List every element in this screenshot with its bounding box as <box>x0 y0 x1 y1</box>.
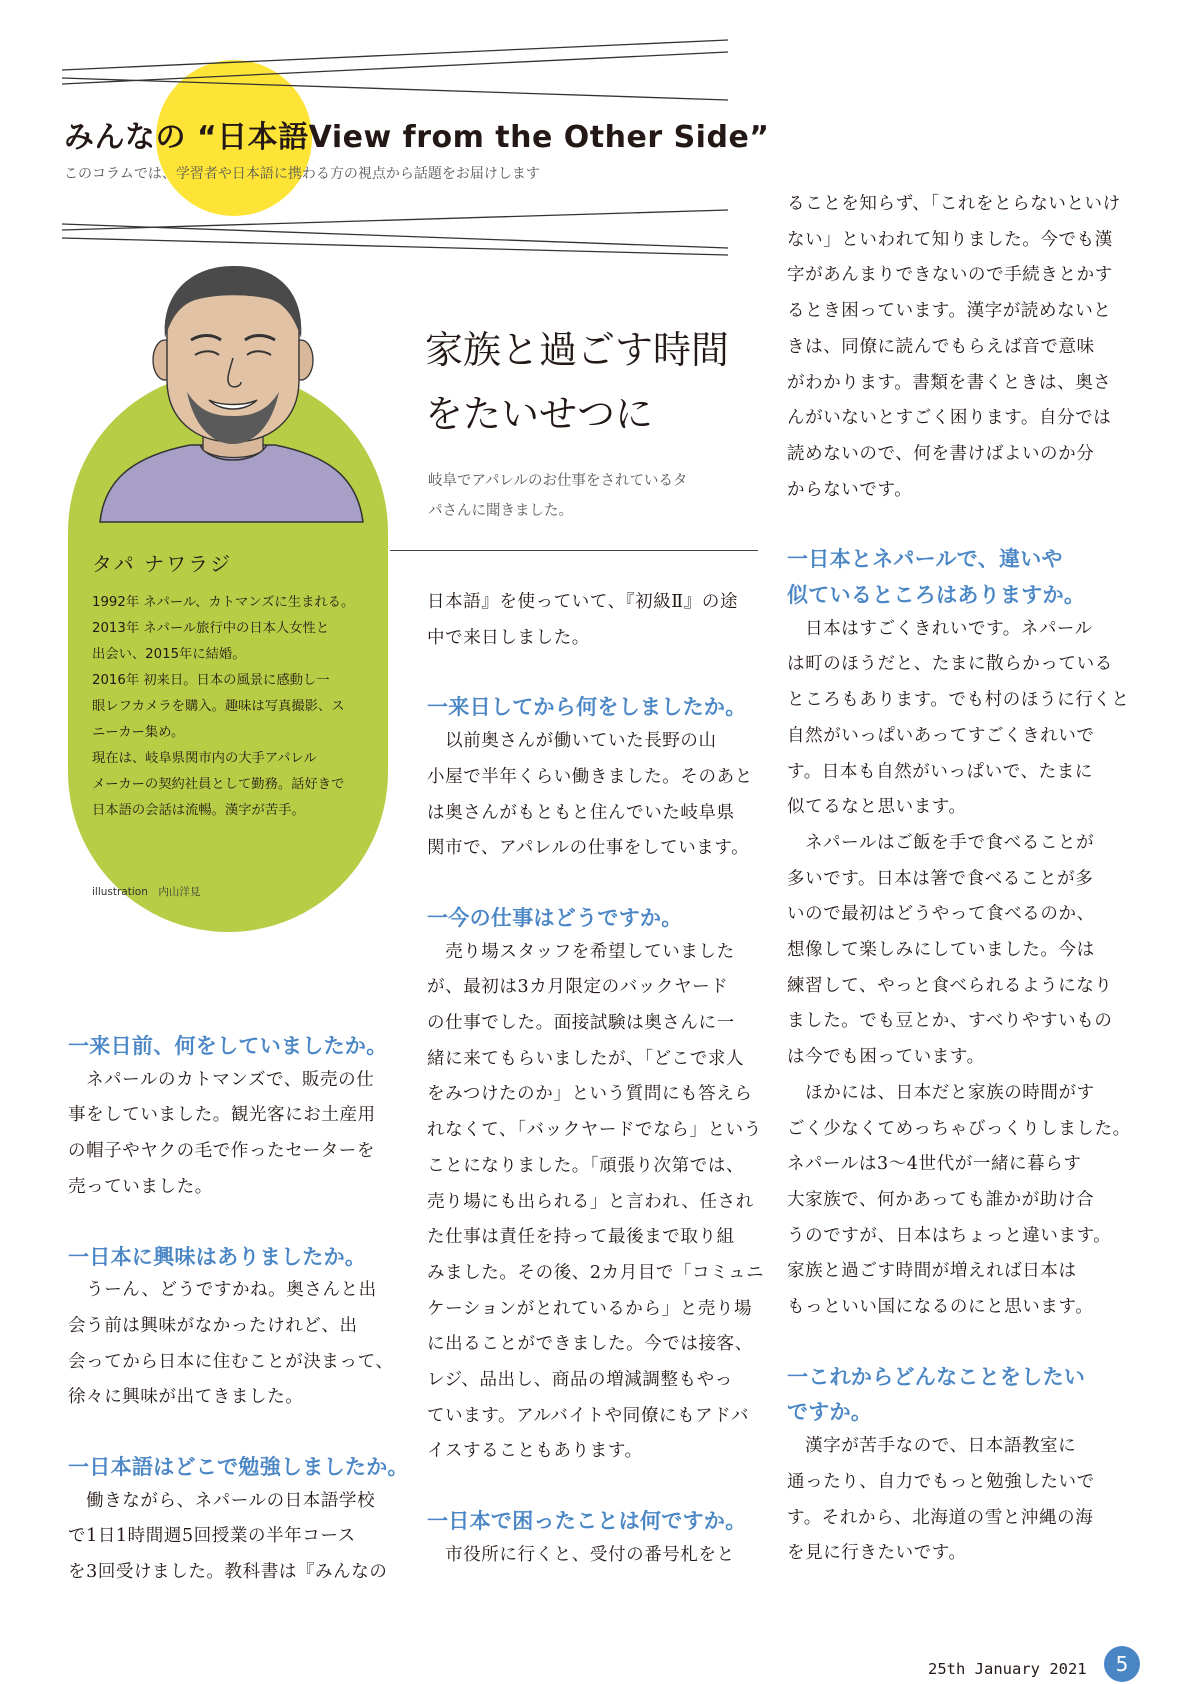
body-text-line: 読めないので、何を書けばよいのか分 <box>787 443 1095 464</box>
bio-line: 1992年 ネパール、カトマンズに生まれる。 <box>92 595 355 610</box>
body-text-line: 中で来日しました。 <box>427 627 590 648</box>
body-text-line: ほかには、日本だと家族の時間がす <box>787 1082 1095 1103</box>
article-headline <box>425 318 765 446</box>
body-text-line: は今でも困っています。 <box>787 1047 985 1068</box>
body-text-line: は奥さんがもともと住んでいた岐阜県 <box>427 802 735 823</box>
body-text-line: 以前奥さんが働いていた長野の山 <box>427 731 717 752</box>
question-heading: 一来日前、何をしていましたか。 <box>68 1034 388 1058</box>
question-heading: 似ているところはありますか。 <box>787 583 1086 607</box>
question-heading: 一これからどんなことをしたい <box>787 1364 1086 1389</box>
body-text-line: れなくて、「バックヤードでなら」という <box>427 1120 762 1141</box>
body-text-line: 家族と過ごす時間が増えれば日本は <box>787 1261 1077 1282</box>
body-text-line: 多いです。日本は箸で食べることが多 <box>787 868 1094 889</box>
headline-line: 家族と過ごす時間 <box>425 328 730 372</box>
body-text-line: 売り場スタッフを希望していました <box>427 941 735 962</box>
body-text-line: んがいないとすごく困ります。自分では <box>787 408 1112 429</box>
body-text-line: るとき困っています。漢字が読めないと <box>787 301 1112 322</box>
body-text-line: ない」といわれて知りました。今でも漢 <box>787 229 1113 250</box>
body-text-line: は町のほうだと、たまに散らかっている <box>787 654 1113 675</box>
question-heading: ですか。 <box>787 1400 873 1425</box>
body-text-line: ネパールはご飯を手で食べることが <box>787 832 1095 853</box>
column-title: みんなの “日本語View from the Other Side” <box>64 120 770 155</box>
body-text-line: ごく少なくてめっちゃびっくりしました。 <box>787 1118 1131 1139</box>
bio-line: 現在は、岐阜県関市内の大手アパレル <box>92 751 317 766</box>
column-subtitle: このコラムでは、学習者や日本語に携わる方の視点から話題をお届けします <box>64 166 540 182</box>
body-text-line: 似てるなと思います。 <box>787 797 967 818</box>
body-text-line: 売っていました。 <box>68 1176 213 1197</box>
body-text-line: からないです。 <box>787 479 913 500</box>
body-text-line: を3回受けました。教科書は『みんなの <box>68 1562 388 1583</box>
body-text-line: 字があんまりできないので手続きとかす <box>787 265 1113 286</box>
headline-divider <box>390 550 758 551</box>
lead-line: パさんに聞きました。 <box>428 503 573 519</box>
body-text-line: を見に行きたいです。 <box>787 1543 967 1564</box>
illustration-credit: illustration 内山洋見 <box>92 886 201 898</box>
body-text-line: ネパールは3～4世代が一緒に暮らす <box>787 1154 1082 1175</box>
question-heading: 一日本とネパールで、違いや <box>787 547 1063 572</box>
body-text-line: の帽子やヤクの毛で作ったセーターを <box>68 1141 375 1162</box>
body-text-line: 自然がいっぱいあってすごくきれいで <box>787 725 1095 746</box>
body-text-line: ています。アルバイトや同僚にもアドバ <box>427 1405 750 1426</box>
body-text-line: がわかります。書類を書くときは、奥さ <box>787 372 1112 393</box>
profile-bio <box>92 590 382 824</box>
question-heading: 一日本で困ったことは何ですか。 <box>427 1509 747 1534</box>
bio-line: 2016年 初来日。日本の風景に感動し一 <box>92 673 330 688</box>
bio-line: 日本語の会話は流暢。漢字が苦手。 <box>92 803 305 818</box>
body-text-line: をみつけたのか」という質問にも答えら <box>427 1084 753 1105</box>
body-text-line: いので最初はどうやって食べるのか、 <box>787 904 1095 925</box>
body-text-line: 市役所に行くと、受付の番号札をと <box>427 1544 735 1565</box>
body-text-line: うーん、どうですかね。奥さんと出 <box>68 1280 377 1301</box>
body-text-line: イスすることもあります。 <box>427 1441 643 1462</box>
body-text-line: 売り場にも出られる」と言われ、任され <box>427 1191 754 1212</box>
portrait-illustration <box>95 260 370 530</box>
body-text-line: 事をしていました。観光客にお土産用 <box>68 1105 376 1126</box>
body-text-line: ケーションがとれているから」と売り場 <box>427 1298 753 1319</box>
headline-line: をたいせつに <box>425 392 654 436</box>
body-text-line: た仕事は責任を持って最後まで取り組 <box>427 1227 735 1248</box>
body-text-line: ことになりました。「頑張り次第では、 <box>427 1155 745 1176</box>
bio-line: 出会い、2015年に結婚。 <box>92 647 246 662</box>
body-text-line: 会う前は興味がなかったけれど、出 <box>68 1315 358 1336</box>
question-heading: 一今の仕事はどうですか。 <box>427 905 683 930</box>
body-text-line: 通ったり、自力でもっと勉強したいで <box>787 1471 1095 1492</box>
question-heading: 一日本語はどこで勉強しましたか。 <box>68 1455 409 1479</box>
body-text-line: みました。その後、2カ月目で「コミュニ <box>427 1262 765 1283</box>
bio-line: 眼レフカメラを購入。趣味は写真撮影、ス <box>92 699 345 714</box>
body-text-line: 漢字が苦手なので、日本語教室に <box>787 1436 1077 1457</box>
body-text-line: 緒に来てもらいましたが、「どこで求人 <box>427 1048 745 1069</box>
body-text-line: に出ることができました。今では接客、 <box>427 1334 753 1355</box>
body-text-line: 働きながら、ネパールの日本語学校 <box>68 1490 376 1511</box>
profile-name: タパ ナワラジ <box>92 552 233 576</box>
lead-line: 岐阜でアパレルのお仕事をされているタ <box>428 473 688 489</box>
question-heading: 一来日してから何をしましたか。 <box>427 695 747 720</box>
bio-line: メーカーの契約社員として勤務。話好きで <box>92 777 345 792</box>
body-text-line: す。それから、北海道の雪と沖縄の海 <box>787 1507 1094 1528</box>
body-text-line: 想像して楽しみにしていました。今は <box>787 940 1095 960</box>
bio-line: 2013年 ネパール旅行中の日本人女性と <box>92 621 330 636</box>
article-lead <box>428 466 748 526</box>
body-text-line: 練習して、やっと食べられるようになり <box>787 975 1113 996</box>
body-text-line: 日本はすごくきれいです。ネパール <box>787 618 1093 639</box>
body-text-line: 小屋で半年くらい働きました。そのあと <box>427 766 753 787</box>
body-text-line: ました。でも豆とか、すべりやすいもの <box>787 1011 1113 1032</box>
body-text-line: で1日1時間週5回授業の半年コース <box>68 1526 356 1547</box>
body-text-line: 会ってから日本に住むことが決まって、 <box>68 1351 394 1372</box>
body-text-line: きは、同僚に読んでもらえば音で意味 <box>787 336 1095 357</box>
question-heading: 一日本に興味はありましたか。 <box>68 1244 367 1269</box>
issue-date: 25th January 2021 <box>928 1660 1087 1678</box>
body-text-line: ネパールのカトマンズで、販売の仕 <box>68 1069 375 1090</box>
body-text-line: 徐々に興味が出てきました。 <box>68 1387 304 1408</box>
bio-line: ニーカー集め。 <box>92 725 185 740</box>
body-text-line: の仕事でした。面接試験は奥さんに一 <box>427 1013 735 1033</box>
body-text-line: ところもあります。でも村のほうに行くと <box>787 690 1130 711</box>
body-text-line: が、最初は3カ月限定のバックヤード <box>427 977 729 998</box>
body-text-line: うのですが、日本はちょっと違います。 <box>787 1225 1112 1246</box>
body-text-line: ることを知らず、「これをとらないといけ <box>787 194 1121 214</box>
body-text-line: レジ、品出し、商品の増減調整もやっ <box>427 1370 733 1390</box>
body-text-line: 関市で、アパレルの仕事をしています。 <box>427 838 750 859</box>
page-number: 5 <box>1104 1646 1140 1682</box>
body-text-line: 大家族で、何かあっても誰かが助け合 <box>787 1189 1095 1210</box>
body-text-line: もっといい国になるのにと思います。 <box>787 1297 1094 1317</box>
body-text-line: 日本語』を使っていて、『初級Ⅱ』の途 <box>427 592 739 612</box>
body-text-line: す。日本も自然がいっぱいで、たまに <box>787 761 1093 782</box>
